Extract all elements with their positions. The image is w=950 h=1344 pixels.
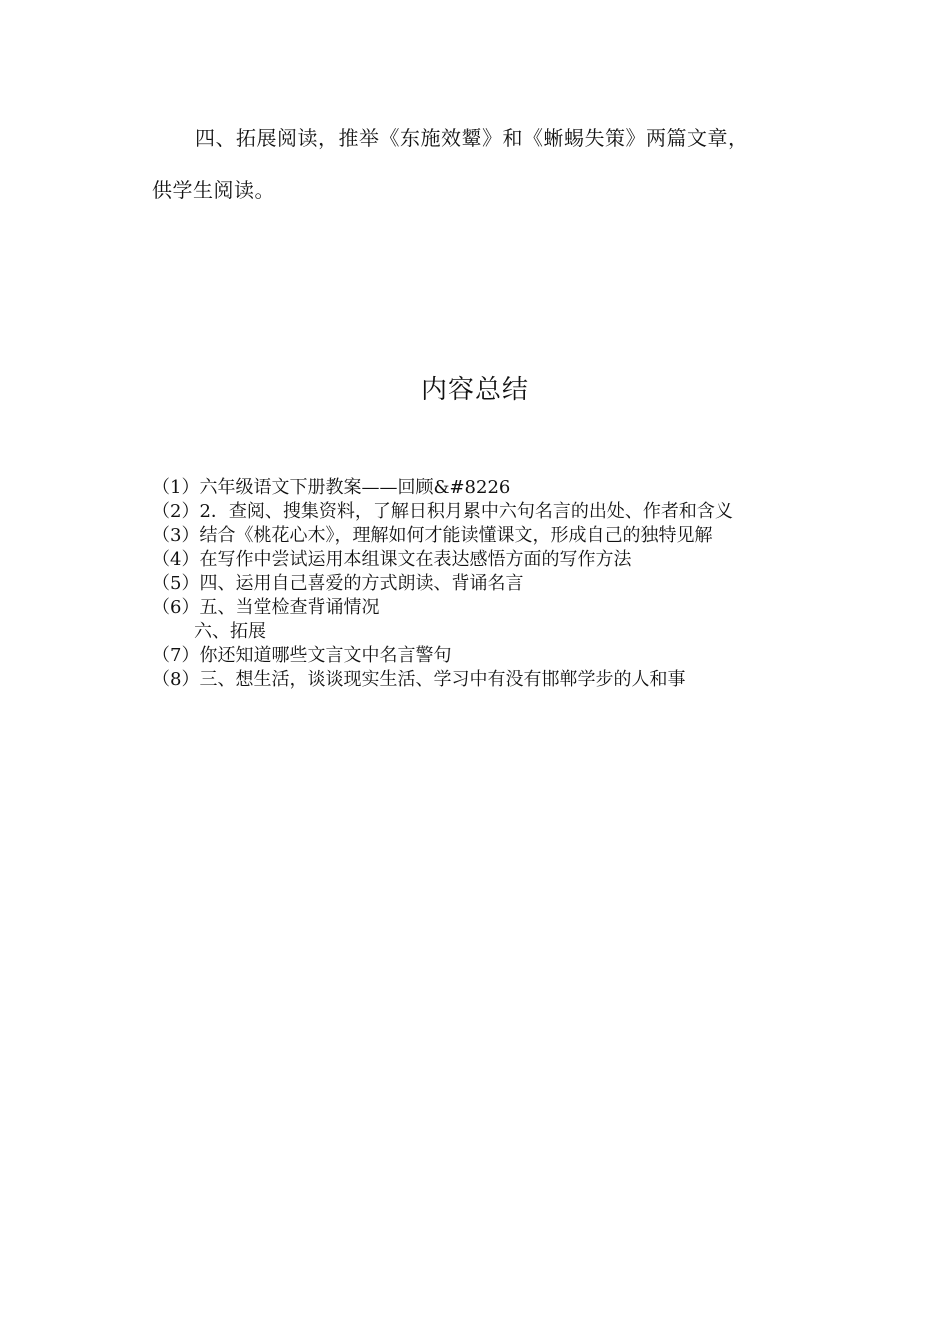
summary-item: （2）2．查阅、搜集资料，了解日积月累中六句名言的出处、作者和含义 [152, 501, 733, 522]
summary-list [152, 476, 802, 692]
summary-item: （1）六年级语文下册教案——回顾&#8226 [152, 477, 511, 498]
summary-item: （3）结合《桃花心木》，理解如何才能读懂课文，形成自己的独特见解 [152, 525, 713, 546]
summary-item: （6）五、当堂检查背诵情况 [152, 597, 380, 618]
paragraph-line: 供学生阅读。 [152, 178, 275, 202]
paragraph-line: 四、拓展阅读，推举《东施效颦》和《蜥蜴失策》两篇文章， [195, 126, 749, 150]
summary-item: （7）你还知道哪些文言文中名言警句 [152, 645, 452, 666]
extension-reading-paragraph [152, 112, 802, 216]
summary-item: （8）三、想生活，谈谈现实生活、学习中有没有邯郸学步的人和事 [152, 669, 686, 690]
summary-subheading: 六、拓展 [194, 621, 266, 642]
summary-item: （4）在写作中尝试运用本组课文在表达感悟方面的写作方法 [152, 549, 632, 570]
summary-item: （5）四、运用自己喜爱的方式朗读、背诵名言 [152, 573, 524, 594]
section-heading: 内容总结 [420, 375, 529, 405]
